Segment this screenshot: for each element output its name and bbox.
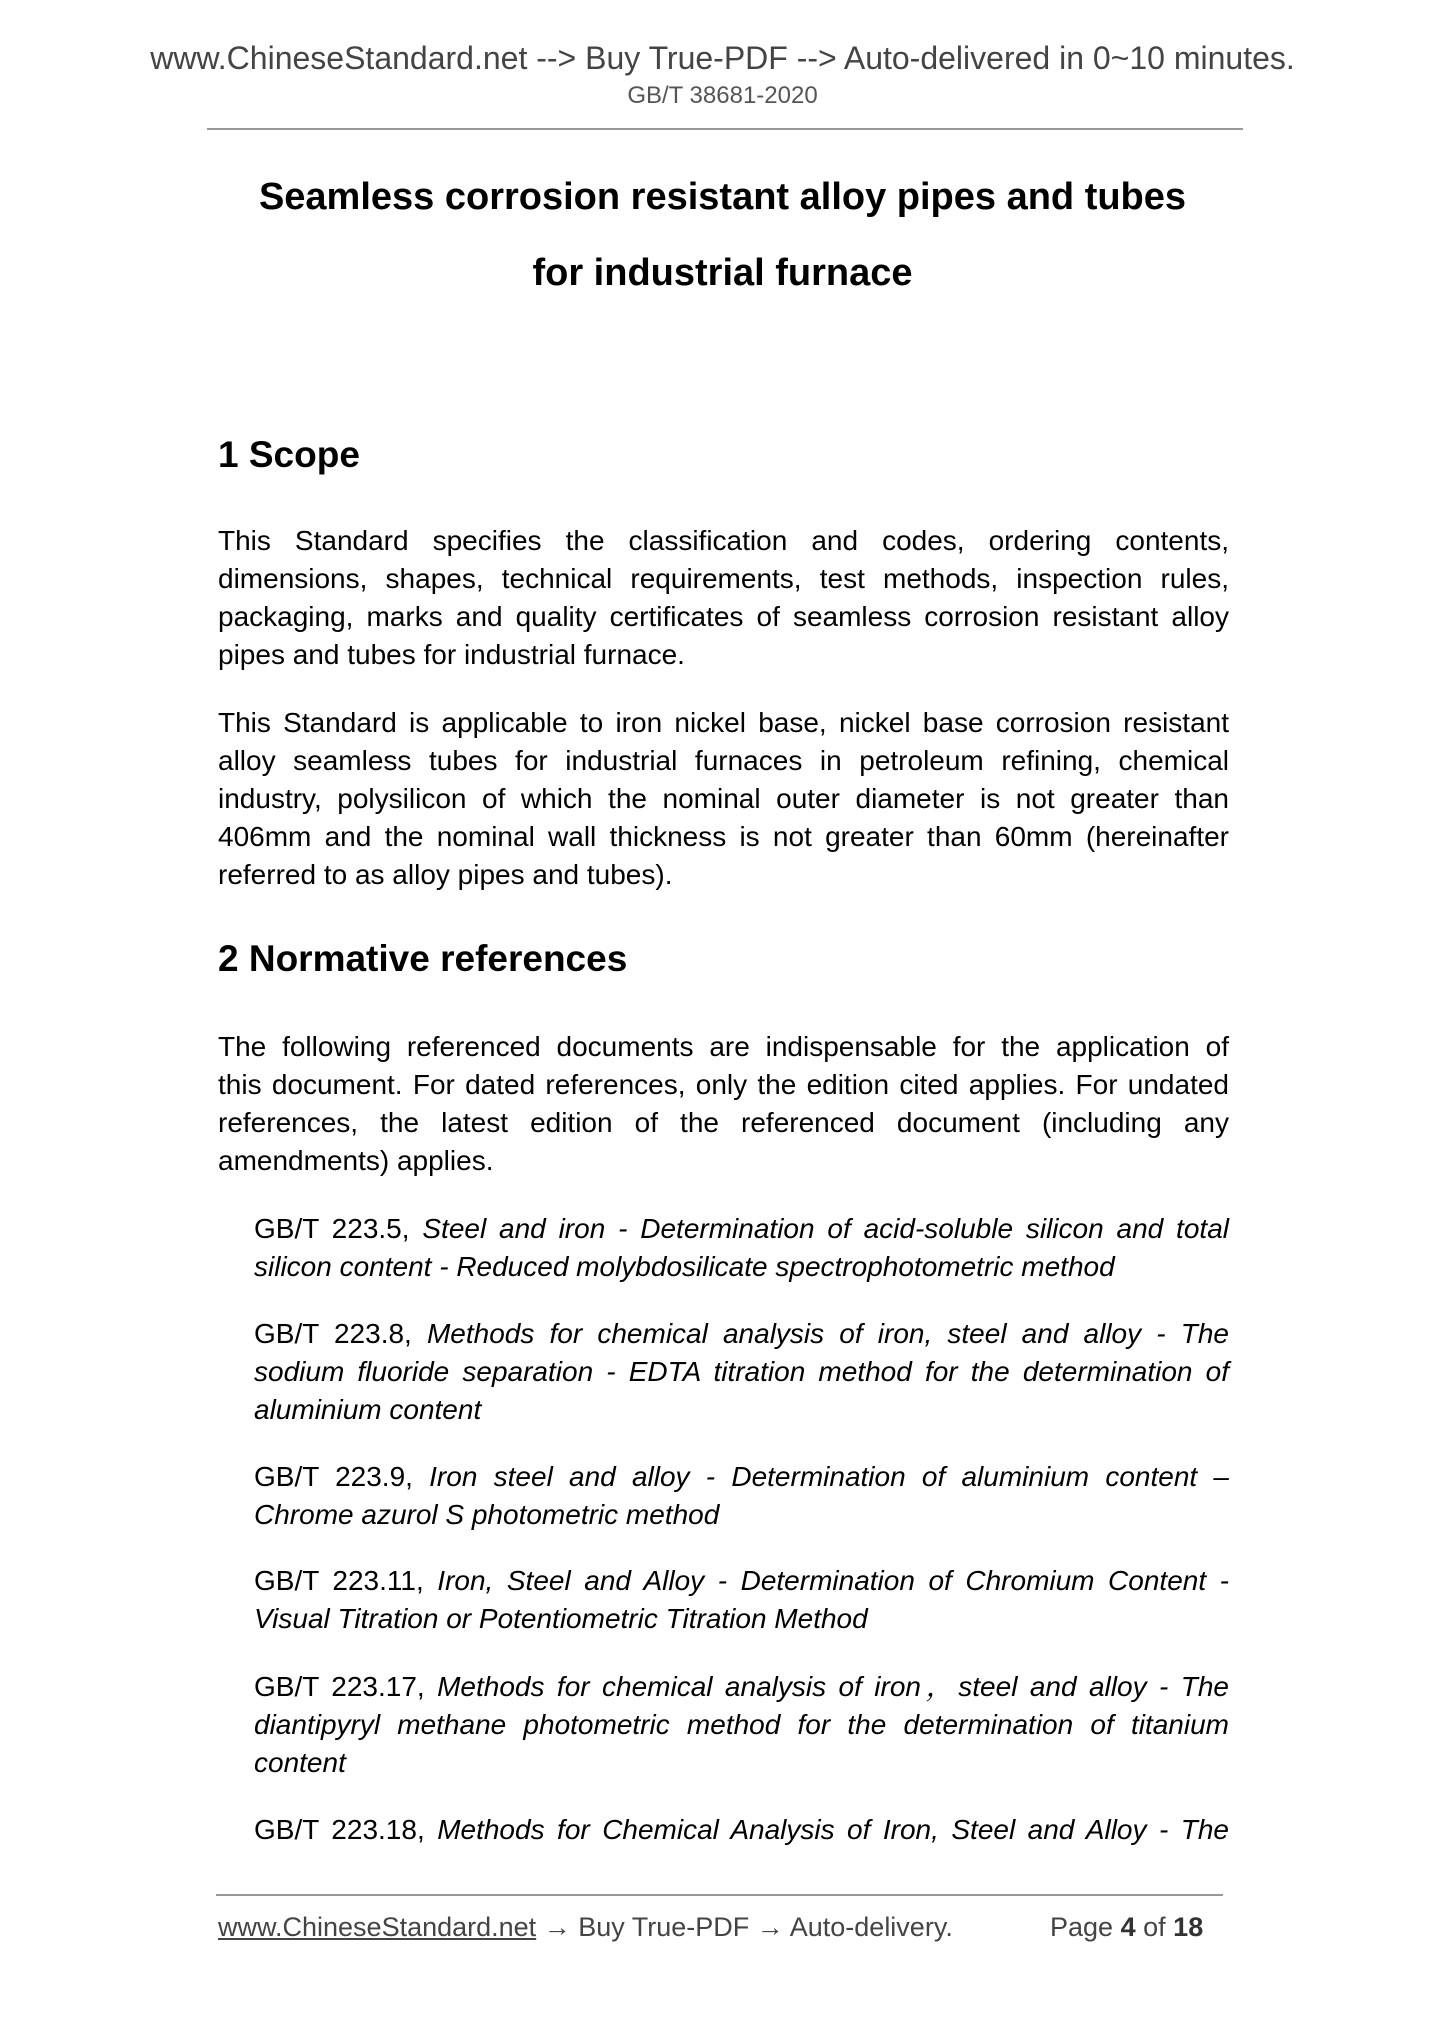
footer-rule [216, 1894, 1223, 1896]
reference-title: Methods for Chemical Analysis of Iron, Steel and Alloy - The [437, 1814, 1229, 1845]
text-line: alloy seamless tubes for industrial furnaces in petroleum refining, chemical [218, 745, 1229, 776]
reference-line [254, 1600, 1229, 1638]
reference-title: Chrome azurol S photometric method [254, 1499, 720, 1530]
reference-title: Iron, Steel and Alloy - Determination of Chromium Content - [437, 1565, 1230, 1596]
reference-code: GB/T 223.5, [254, 1213, 423, 1244]
reference-line [254, 1353, 1229, 1391]
reference-line [254, 1391, 1229, 1429]
reference-line [254, 1668, 1229, 1706]
reference-title: silicon content - Reduced molybdosilicate spectrophotometric method [254, 1251, 1115, 1282]
reference-title: Steel and iron - Determination of acid-soluble silicon and total [422, 1213, 1229, 1244]
reference-line [254, 1248, 1229, 1286]
reference-item [254, 1668, 1229, 1782]
of-label: of [1143, 1912, 1166, 1942]
header-rule [207, 128, 1243, 130]
reference-line [254, 1811, 1229, 1849]
text-line: amendments) applies. [218, 1145, 494, 1176]
document-title-line2: for industrial furnace [532, 252, 913, 294]
reference-title: Iron steel and alloy - Determination of aluminium content – [429, 1461, 1229, 1492]
footer-site-link[interactable]: www.ChineseStandard.net [218, 1912, 537, 1942]
footer-left [218, 1912, 953, 1943]
text-line: This Standard is applicable to iron nickel base, nickel base corrosion resistant [218, 707, 1229, 738]
normative-paragraph [218, 1028, 1229, 1180]
reference-line [254, 1706, 1229, 1744]
reference-code: GB/T 223.8, [254, 1318, 427, 1349]
page-total: 18 [1173, 1912, 1204, 1942]
footer-text: → Buy True-PDF → Auto-delivery. [536, 1912, 953, 1942]
reference-item [254, 1811, 1229, 1849]
reference-line [254, 1562, 1229, 1600]
reference-title: Methods for chemical analysis of iron，steel and alloy - The [437, 1671, 1229, 1702]
page-number: 4 [1120, 1912, 1136, 1942]
page-indicator [1050, 1912, 1203, 1943]
reference-item [254, 1315, 1229, 1429]
reference-item [254, 1210, 1229, 1286]
reference-item [254, 1562, 1229, 1638]
reference-line [254, 1744, 1229, 1782]
text-line: references, the latest edition of the referenced document (including any [218, 1107, 1229, 1138]
reference-title: aluminium content [254, 1394, 482, 1425]
header-banner: www.ChineseStandard.net --> Buy True-PDF --> Auto-delivered in 0~10 minutes. [150, 40, 1295, 76]
standard-number: GB/T 38681-2020 [627, 82, 818, 109]
text-line: pipes and tubes for industrial furnace. [218, 639, 685, 670]
text-line: industry, polysilicon of which the nominal outer diameter is not greater than [218, 783, 1229, 814]
reference-code: GB/T 223.11, [254, 1565, 438, 1596]
reference-code: GB/T 223.18, [254, 1814, 438, 1845]
text-line: 406mm and the nominal wall thickness is not greater than 60mm (hereinafter [218, 821, 1229, 852]
reference-line [254, 1496, 1229, 1534]
section-heading-normative: 2 Normative references [218, 938, 628, 979]
page-label: Page [1050, 1912, 1114, 1942]
reference-line [254, 1315, 1229, 1353]
scope-paragraph-1 [218, 522, 1229, 674]
reference-code: GB/T 223.9, [254, 1461, 430, 1492]
reference-item [254, 1458, 1229, 1534]
text-line: This Standard specifies the classification and codes, ordering contents, [218, 525, 1229, 556]
reference-title: Methods for chemical analysis of iron, steel and alloy - The [426, 1318, 1229, 1349]
reference-title: diantipyryl methane photometric method for the determination of titanium [254, 1709, 1229, 1740]
text-line: dimensions, shapes, technical requirements, test methods, inspection rules, [218, 563, 1229, 594]
scope-paragraph-2 [218, 704, 1229, 894]
reference-title: Visual Titration or Potentiometric Titration Method [254, 1603, 868, 1634]
reference-line [254, 1210, 1229, 1248]
reference-title: content [254, 1747, 346, 1778]
reference-code: GB/T 223.17, [254, 1671, 438, 1702]
text-line: The following referenced documents are indispensable for the application of [218, 1031, 1229, 1062]
reference-title: sodium fluoride separation - EDTA titration method for the determination of [254, 1356, 1229, 1387]
reference-line [254, 1458, 1229, 1496]
text-line: packaging, marks and quality certificates of seamless corrosion resistant alloy [218, 601, 1229, 632]
text-line: this document. For dated references, only the edition cited applies. For undated [218, 1069, 1229, 1100]
section-heading-scope: 1 Scope [218, 434, 360, 475]
text-line: referred to as alloy pipes and tubes). [218, 859, 673, 890]
document-title-line1: Seamless corrosion resistant alloy pipes and tubes [258, 176, 1187, 218]
